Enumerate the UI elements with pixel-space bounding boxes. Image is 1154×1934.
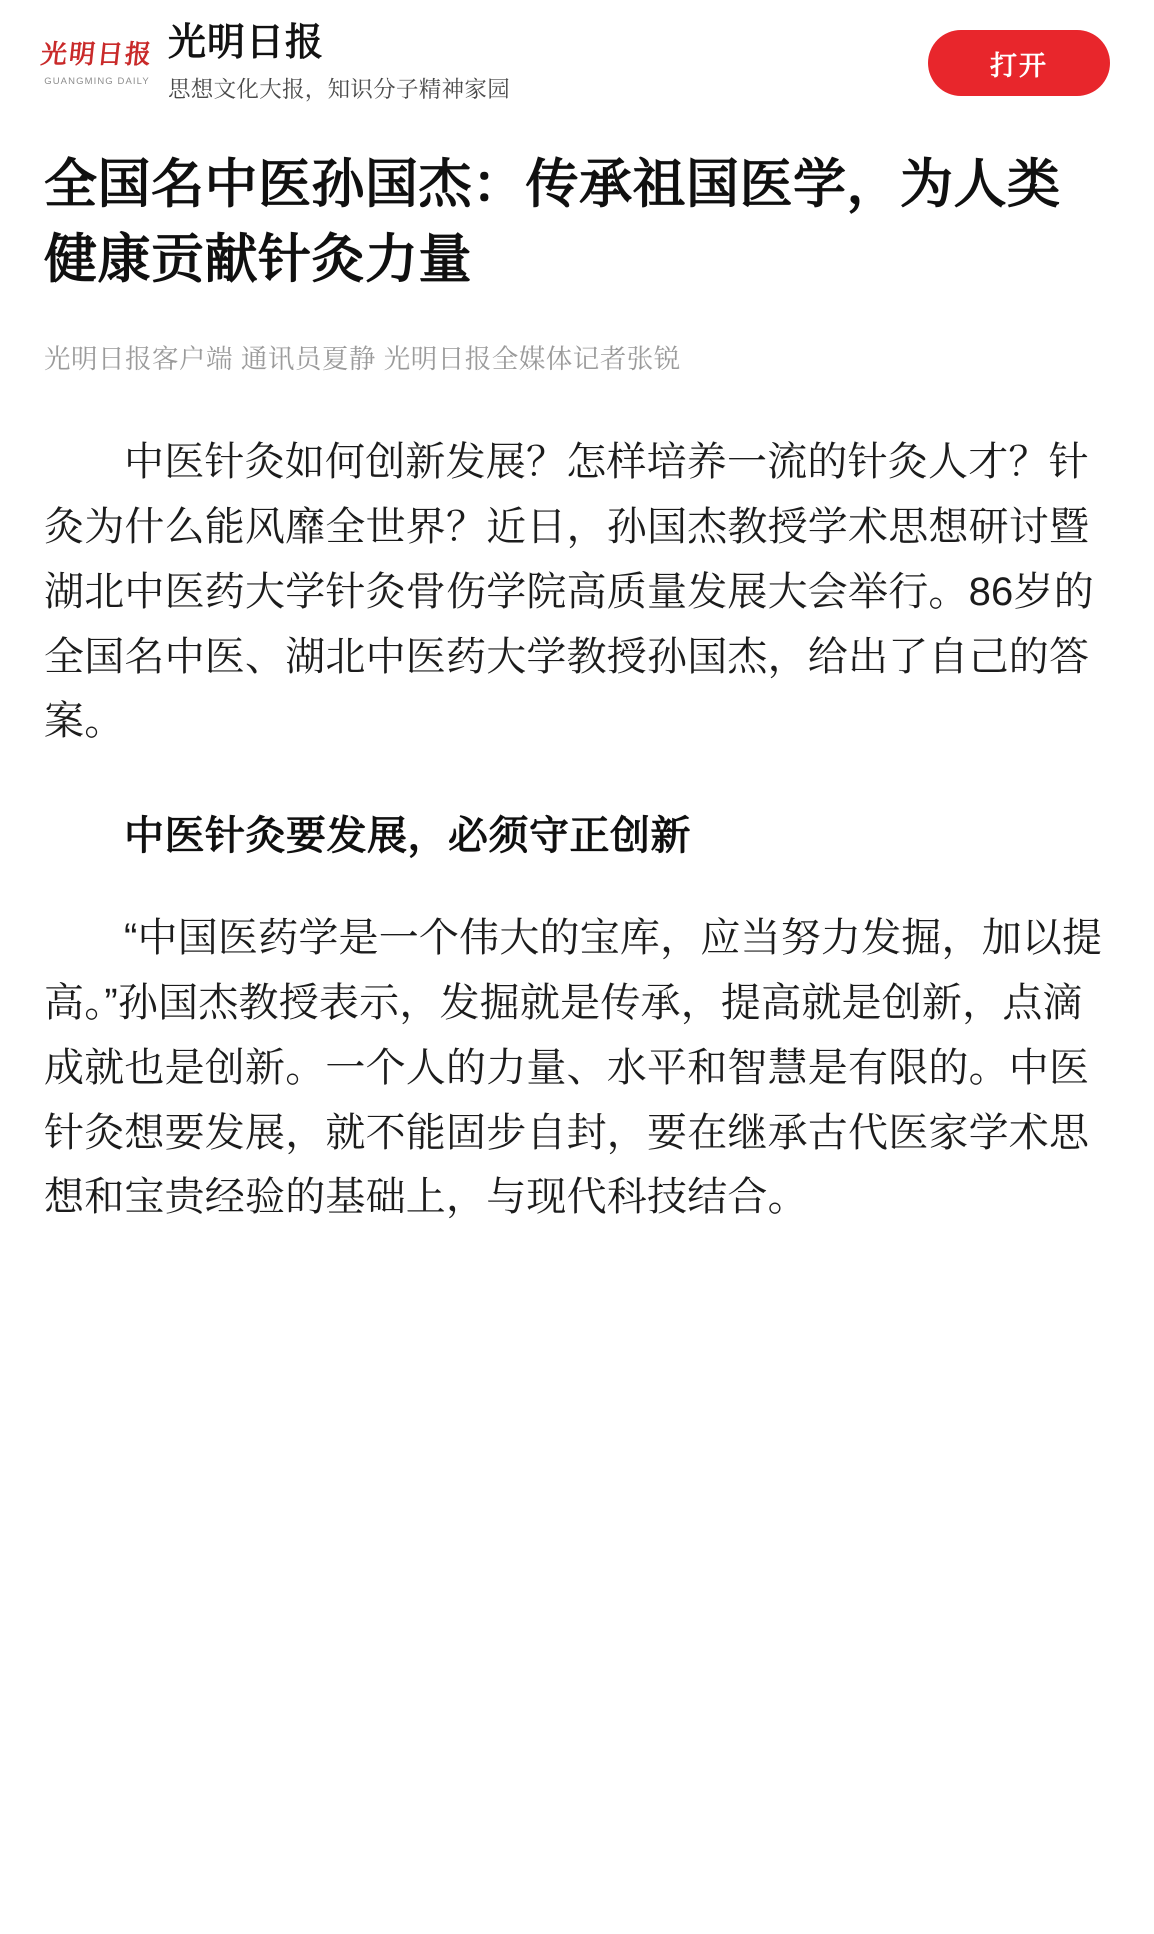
brand-text-block	[168, 22, 928, 103]
article-byline: 光明日报客户端 通讯员夏静 光明日报全媒体记者张锐	[44, 344, 681, 375]
open-app-button[interactable]: 打开	[928, 30, 1110, 96]
article-paragraph: “中国医药学是一个伟大的宝库，应当努力发掘，加以提高。”孙国杰教授表示，发掘就是传承，提高就是创新，点滴成就也是创新。一个人的力量、水平和智慧是有限的。中医针灸想要发展，就不能固步自封，要在继承古代医家学术思想和宝贵经验的基础上，与现代科技结合。	[44, 916, 1103, 1220]
article-headline: 全国名中医孙国杰：传承祖国医学，为人类健康贡献针灸力量	[44, 154, 1061, 289]
article-paragraph: 中医针灸如何创新发展？怎样培养一流的针灸人才？针灸为什么能风靡全世界？近日，孙国杰教授学术思想研讨暨湖北中医药大学针灸骨伤学院高质量发展大会举行。86岁的全国名中医、湖北中医药大学教授孙国杰，给出了自己的答案。	[44, 440, 1094, 744]
article-subheading: 中医针灸要发展，必须守正创新	[124, 814, 691, 859]
logo-chinese-text: 光明日报	[39, 40, 155, 70]
logo-english-text: GUANGMING DAILY	[44, 76, 150, 88]
brand-subtitle: 思想文化大报，知识分子精神家园	[168, 76, 511, 102]
brand-title: 光明日报	[168, 22, 325, 64]
guangming-daily-logo-icon	[39, 28, 155, 100]
app-header-bar	[39, 0, 1110, 121]
article-body	[44, 430, 1110, 1230]
